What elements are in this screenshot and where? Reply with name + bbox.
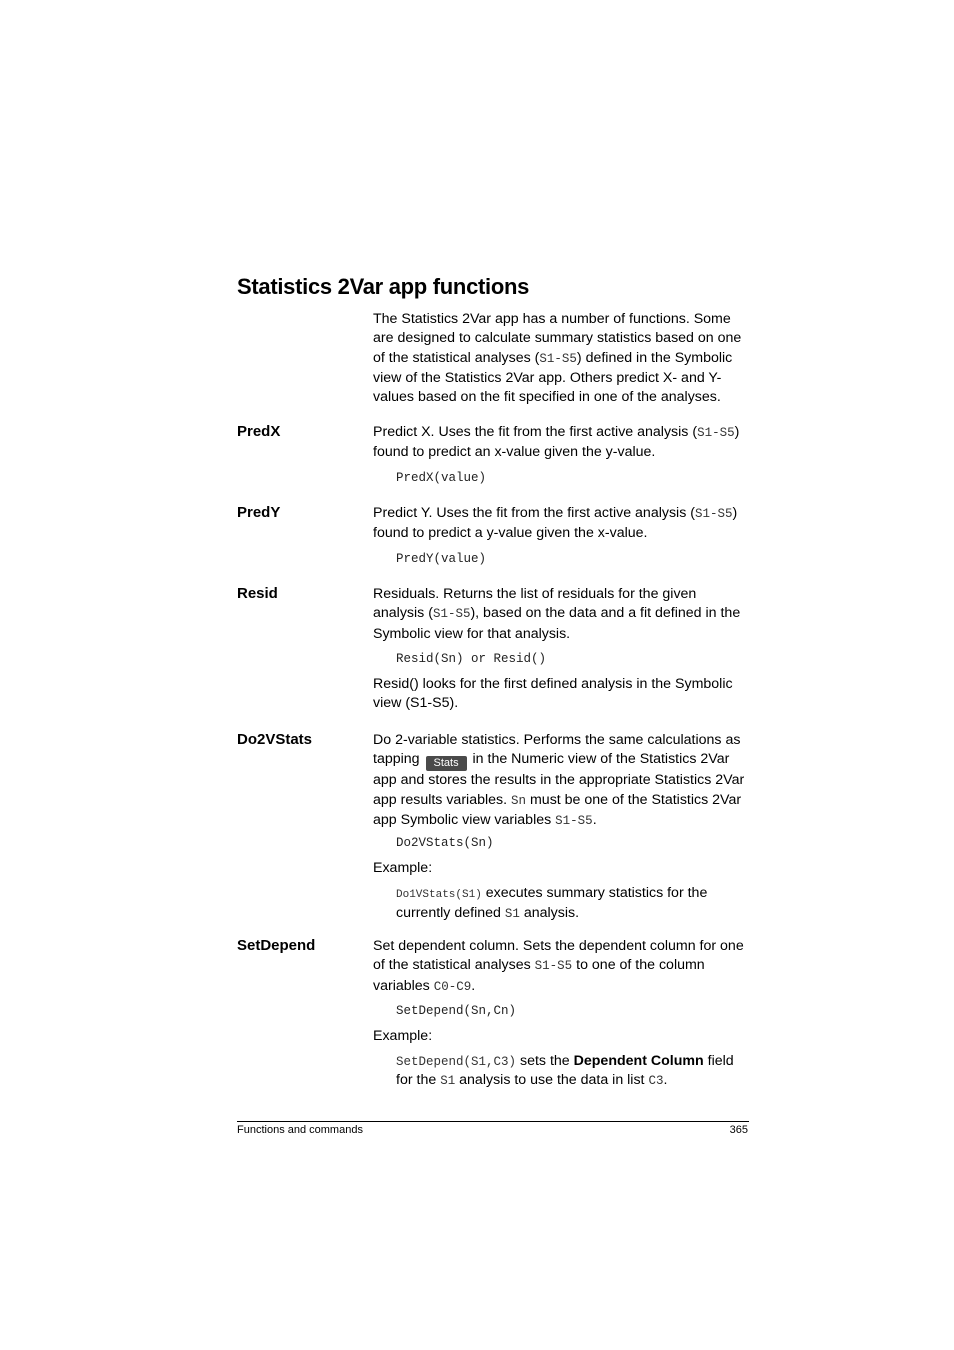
predx-syntax: PredX(value) — [396, 471, 487, 485]
do2vstats-syntax: Do2VStats(Sn) — [396, 836, 494, 850]
do2vstats-example-label: Example: — [373, 860, 433, 876]
predy-syntax: PredY(value) — [396, 552, 487, 566]
setdepend-syntax: SetDepend(Sn,Cn) — [396, 1004, 517, 1018]
intro-paragraph: The Statistics 2Var app has a number of functions. Some are designed to calculate summary statistics based on one of the statistical analyses (S1-S5) defined in the Symbolic view of the Statistics 2Var app. Others predict X- and Y-values based on the fit specified in one of the analyses. — [373, 311, 742, 406]
do2vstats-description: Do 2-variable statistics. Performs the same calculations as tapping Stats in the Numeric view of the Statistics 2Var app and stores the results in the appropriate Statistics 2Var app results variables. Sn must be one of the Statistics 2Var app Symbolic view variables S1-S5. — [373, 732, 745, 828]
term-predy: PredY — [237, 504, 281, 521]
do2vstats-example: Do1VStats(S1) executes summary statistics for the currently defined S1 analysis. — [396, 885, 708, 921]
setdepend-description: Set dependent column. Sets the dependent column for one of the statistical analyses S1-S5 to one of the column variables C0-C9. — [373, 938, 744, 994]
setdepend-example-label: Example: — [373, 1028, 433, 1044]
footer-rule — [237, 1121, 749, 1122]
predy-description: Predict Y. Uses the fit from the first active analysis (S1-S5) found to predict a y-value given the x-value. — [373, 505, 738, 542]
section-title: Statistics 2Var app functions — [237, 274, 530, 299]
setdepend-example: SetDepend(S1,C3) sets the Dependent Column field for the S1 analysis to use the data in list C3. — [396, 1053, 734, 1088]
predx-description: Predict X. Uses the fit from the first active analysis (S1-S5) found to predict an x-value given the y-value. — [373, 424, 740, 461]
resid-note: Resid() looks for the first defined analysis in the Symbolic view (S1-S5). — [373, 676, 733, 712]
resid-description: Residuals. Returns the list of residuals for the given analysis (S1-S5), based on the data and a fit defined in the Symbolic view for that analysis. — [373, 586, 741, 642]
term-do2vstats: Do2VStats — [237, 731, 313, 748]
stats-softkey-button[interactable]: Stats — [426, 756, 467, 771]
resid-syntax: Resid(Sn) or Resid() — [396, 652, 547, 666]
term-resid: Resid — [237, 585, 278, 602]
term-setdepend: SetDepend — [237, 937, 316, 954]
term-predx: PredX — [237, 423, 281, 440]
footer-chapter: Functions and commands — [237, 1124, 363, 1136]
page-number: 365 — [729, 1124, 748, 1136]
